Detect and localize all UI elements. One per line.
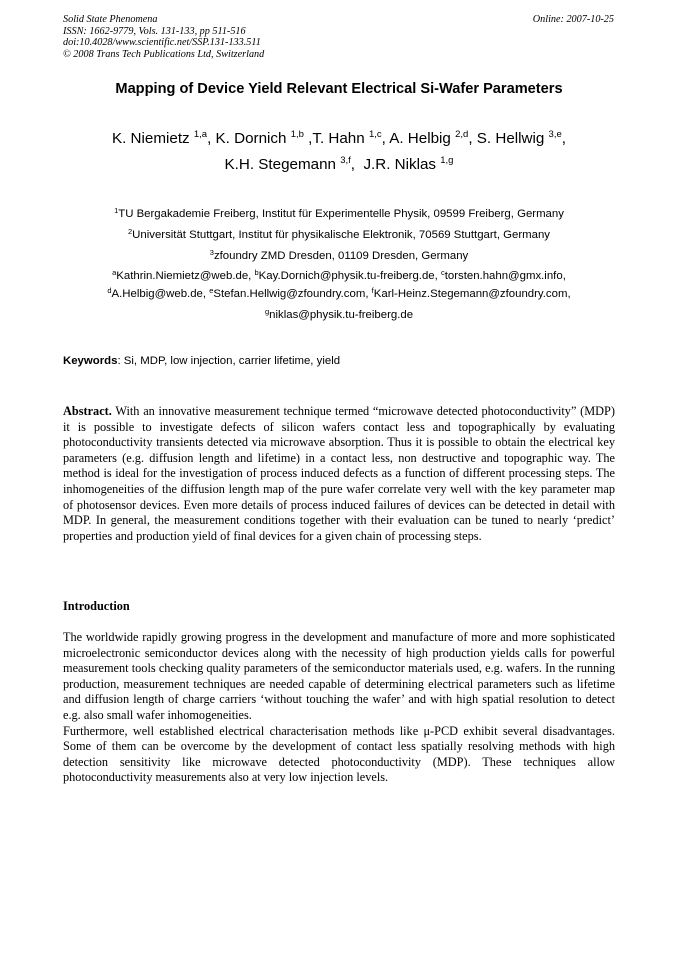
keywords-label: Keywords xyxy=(63,355,118,367)
author-name: K.H. Stegemann xyxy=(224,156,336,173)
email-link[interactable]: A.Helbig@web.de xyxy=(111,287,203,300)
author-name: K. Dornich xyxy=(215,130,287,147)
author-sup: 1,g xyxy=(440,155,454,166)
issn-line: ISSN: 1662-9779, Vols. 131-133, pp 511-516 xyxy=(63,25,246,37)
email-link[interactable]: Kay.Dornich@physik.tu-freiberg.de xyxy=(258,270,435,282)
journal-header xyxy=(63,14,264,61)
author-list xyxy=(0,127,678,179)
abstract xyxy=(63,404,615,544)
paragraph: Furthermore, well established electrical characterisation methods like μ-PCD exhibit several disadvantages. Some of them can be overcome by the development of contact less spatially resolving methods with high detection sensitivity like microwave detected photoconductivity (MDP). These techniques allow photoconductivity measurements also at very low injection levels. xyxy=(63,723,615,785)
copyright-line: © 2008 Trans Tech Publications Ltd, Switzerland xyxy=(63,49,265,61)
author-name: K. Niemietz xyxy=(111,130,190,147)
email-link[interactable]: Kathrin.Niemietz@web.de xyxy=(116,270,249,282)
abstract-label: Abstract. xyxy=(63,404,112,418)
author-sup: 1,b xyxy=(290,129,304,140)
email-line-1: $^a$Kathrin.Niemietz@web.de, $^b$Kay.Dornich@physik.tu-freiberg.de, $^c$torsten.hahn@gmx.info, xyxy=(112,268,566,282)
author-name: A. Helbig xyxy=(389,130,451,147)
journal-name: Solid State Phenomena xyxy=(63,14,158,25)
author-sup: 3,f xyxy=(340,155,351,166)
email-link[interactable]: niklas@physik.tu-freiberg.de xyxy=(269,309,414,321)
affiliations xyxy=(0,204,678,267)
affiliation-item: $^1$TU Bergakademie Freiberg, Institut für Experimentelle Physik, 09599 Freiberg, Germany xyxy=(114,206,564,220)
affiliation-item: $^3$zfoundry ZMD Dresden, 01109 Dresden, Germany xyxy=(209,248,469,262)
email-link[interactable]: torsten.hahn@gmx.info xyxy=(444,270,563,282)
author-sup: 3,e xyxy=(548,129,562,140)
keywords xyxy=(63,355,340,367)
section-heading-introduction: Introduction xyxy=(63,599,130,613)
email-list xyxy=(0,268,678,325)
author-sup: 1,a xyxy=(193,129,208,140)
abstract-text: With an innovative measurement technique termed “microwave detected photoconductivity” (MDP) it is possible to investigate defects of silicon wafers contact less and topographically by evaluating photoconductivity transients detected via microwave absorption. Thus it is possible to obtain the electrical key parameters (e.g. diffusion length and lifetime) in a contact less, non destructive and topographic way. The method is ideal for the investigation of process induced defects as a function of different processing steps. The inhomogeneities of the diffusion length map of the pure wafer correlate very well with the key parameter map of photosensor devices. Even more details of process induced failures of devices can be detected in detail with MDP. In general, the measurement conditions together with their evaluation can be tuned to nearly ‘predict’ properties and production yield of final devices for a given chain of processing steps. xyxy=(63,404,615,543)
paper-title: Mapping of Device Yield Relevant Electrical Si-Wafer Parameters xyxy=(115,81,563,97)
paragraph: The worldwide rapidly growing progress in the development and manufacture of more and more sophisticated microelectronic semiconductor devices along with the necessity of high production yields calls for powerful measurement tools checking quality parameters of the semiconductor materials used, e.g. wafers. In the running production, measurement techniques are needed capable of determining electrical parameters such as lifetime and diffusion length of charge carriers ‘without touching the wafer’ and with high spatial resolution to detect e.g. also small wafer inhomogeneities. xyxy=(63,630,615,722)
introduction-body xyxy=(63,630,615,786)
email-link[interactable]: Karl-Heinz.Stegemann@zfoundry.com xyxy=(373,287,568,300)
email-line-3: $^g$niklas@physik.tu-freiberg.de xyxy=(264,307,414,321)
email-line-2: $^d$A.Helbig@web.de, $^e$Stefan.Hellwig@zfoundry.com, $^f$Karl-Heinz.Stegemann@zfoundry.com, xyxy=(107,285,571,300)
author-name: J.R. Niklas xyxy=(363,156,437,173)
online-date: Online: 2007-10-25 xyxy=(532,14,614,25)
author-sup: 1,c xyxy=(368,129,382,140)
author-name: S. Hellwig xyxy=(476,130,545,147)
email-link[interactable]: Stefan.Hellwig@zfoundry.com xyxy=(213,287,366,300)
author-line-1: K. Niemietz $^{1,a}$, K. Dornich $^{1,b}$ ,T. Hahn $^{1,c}$, A. Helbig $^{2,d}$, S. Hellwig $^{3,e}$, xyxy=(111,129,566,147)
affiliation-item: $^2$Universität Stuttgart, Institut für physikalische Elektronik, 70569 Stuttgart, Germany xyxy=(127,227,551,241)
author-line-2: K.H. Stegemann $^{3,f}$, J.R. Niklas $^{1,g}$ xyxy=(224,155,454,173)
keywords-text: : Si, MDP, low injection, carrier lifetime, yield xyxy=(117,355,341,367)
author-sup: 2,d xyxy=(455,129,469,140)
author-name: T. Hahn xyxy=(312,130,365,147)
doi-line: doi:10.4028/www.scientific.net/SSP.131-133.511 xyxy=(63,37,261,49)
